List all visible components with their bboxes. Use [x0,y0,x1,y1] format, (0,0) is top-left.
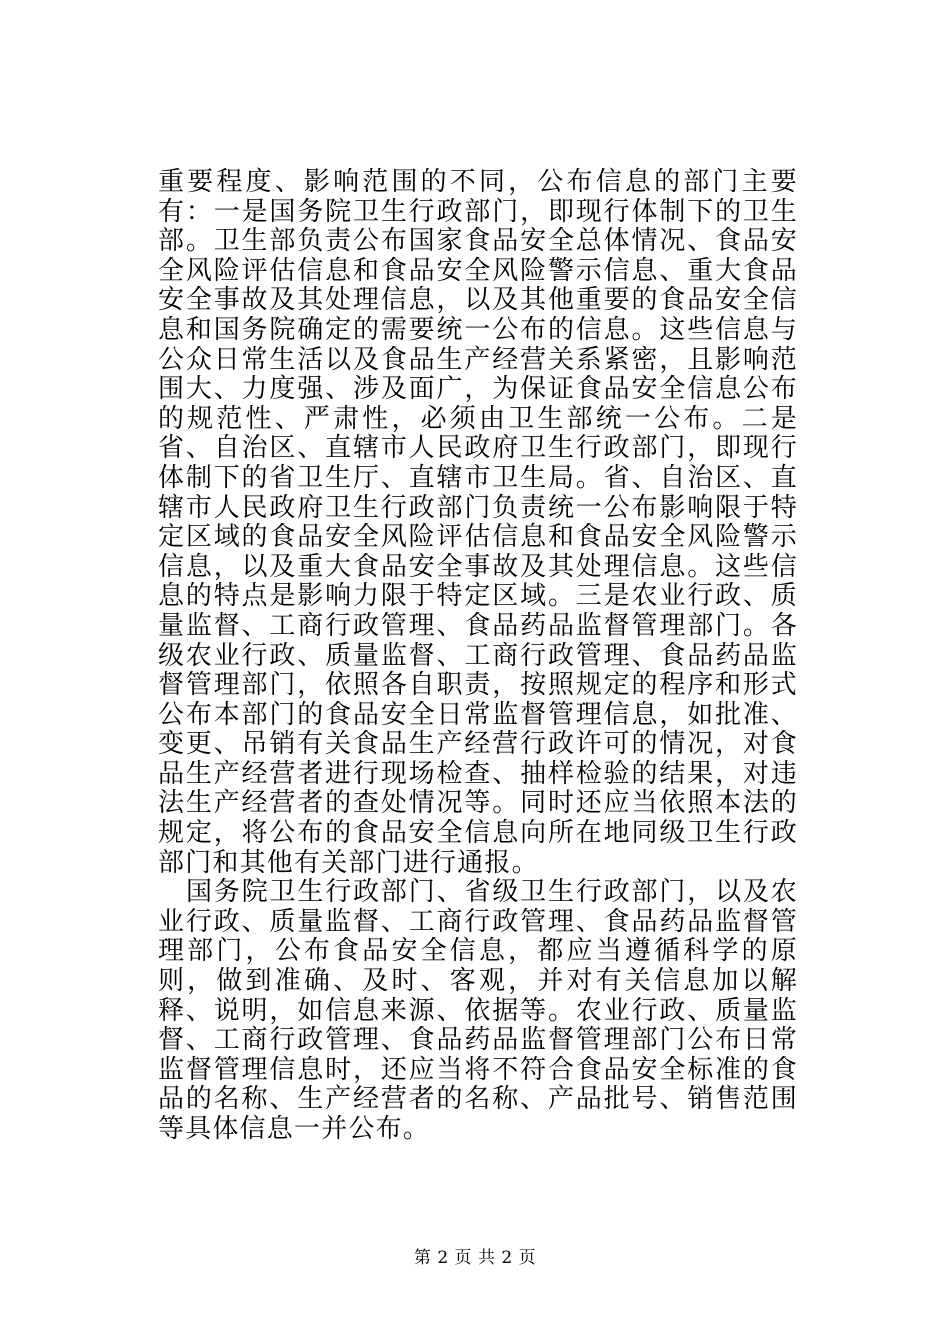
paragraph-2: 国务院卫生行政部门、省级卫生行政部门，以及农业行政、质量监督、工商行政管理、食品药品监督管理部门，公布食品安全信息，都应当遵循科学的原则，做到准确、及时、客观，并对有关信息加以解释、说明，如信息来源、依据等。农业行政、质量监督、工商行政管理、食品药品监督管理部门公布日常监督管理信息时，还应当将不符合食品安全标准的食品的名称、生产经营者的名称、产品批号、销售范围等具体信息一并公布。 [158,877,798,1144]
body-text [158,168,798,1145]
page-footer: 第 2 页 共 2 页 [413,1248,537,1268]
paragraph-1: 重要程度、影响范围的不同，公布信息的部门主要有：一是国务院卫生行政部门，即现行体制下的卫生部。卫生部负责公布国家食品安全总体情况、食品安全风险评估信息和食品安全风险警示信息、重大食品安全事故及其处理信息，以及其他重要的食品安全信息和国务院确定的需要统一公布的信息。这些信息与公众日常生活以及食品生产经营关系紧密，且影响范围大、力度强、涉及面广，为保证食品安全信息公布的规范性、严肃性，必须由卫生部统一公布。二是省、自治区、直辖市人民政府卫生行政部门，即现行体制下的省卫生厅、直辖市卫生局。省、自治区、直辖市人民政府卫生行政部门负责统一公布影响限于特定区域的食品安全风险评估信息和食品安全风险警示信息，以及重大食品安全事故及其处理信息。这些信息的特点是影响力限于特定区域。三是农业行政、质量监督、工商行政管理、食品药品监督管理部门。各级农业行政、质量监督、工商行政管理、食品药品监督管理部门，依照各自职责，按照规定的程序和形式公布本部门的食品安全日常监督管理信息，如批准、变更、吊销有关食品生产经营行政许可的情况，对食品生产经营者进行现场检查、抽样检验的结果，对违法生产经营者的查处情况等。同时还应当依照本法的规定，将公布的食品安全信息向所在地同级卫生行政部门和其他有关部门进行通报。 [158,167,798,878]
